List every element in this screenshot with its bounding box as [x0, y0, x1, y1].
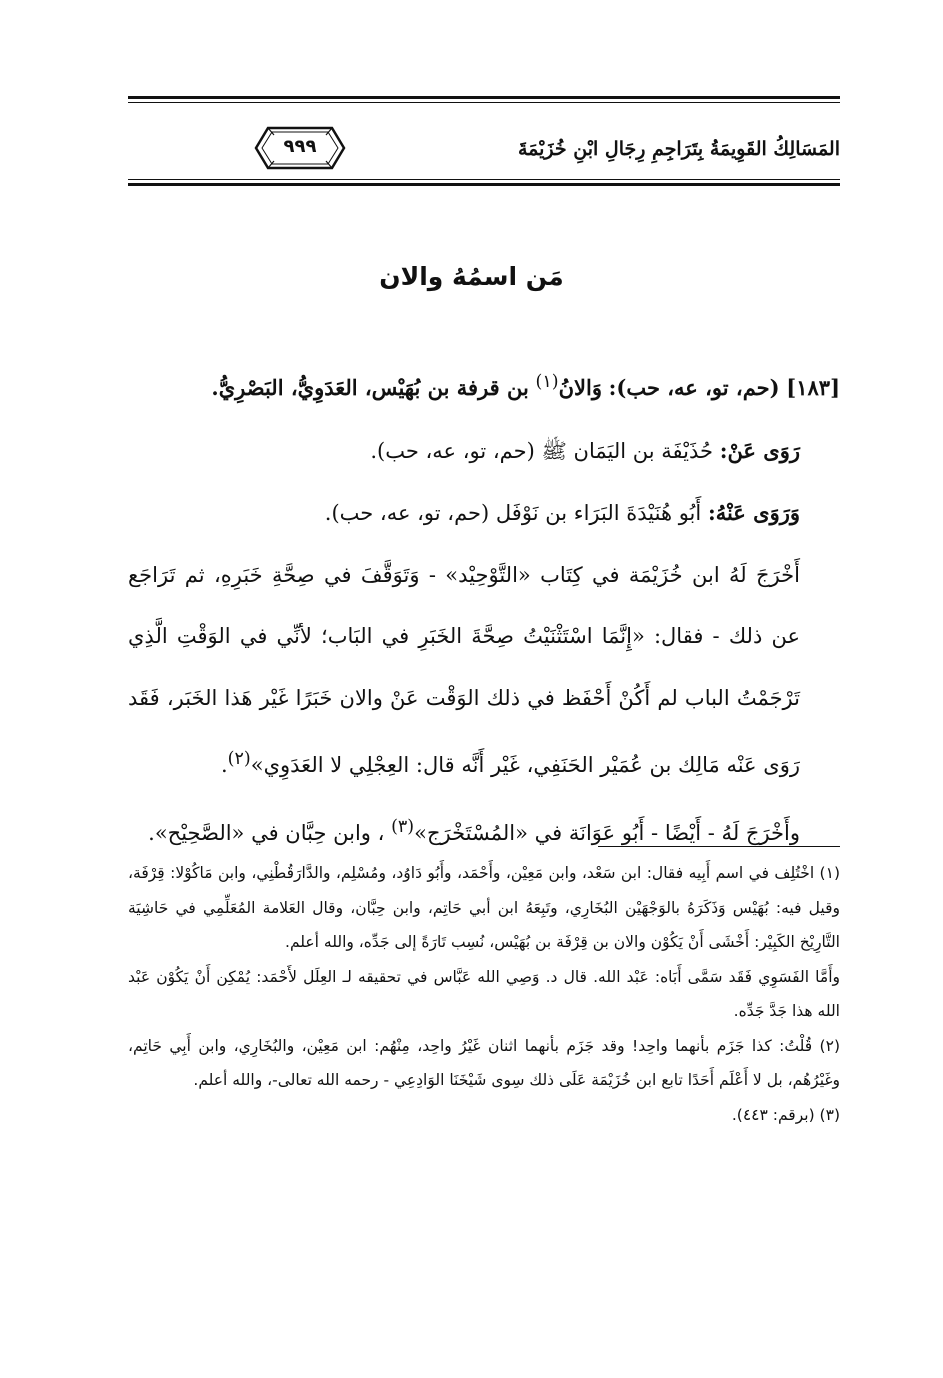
entry-codes: (حم، تو، عه، حب): [608, 375, 780, 400]
footnote-2: (٢) قُلْتُ: كذا جَزَم بأنهما واحِد! وقد جَزَم بأنهما اثنان غَيْرُ واحِد، مِنْهُم: ابن مَعِيْن، والبُخَارِي، وابن أَبِي حَاتِم، وغَيْرُهُم، بل لا أَعْلَم أَحَدًا تابع ابن خُزَيْمَة عَلَى ذلك سِوى شَيْخَنَا الوَادِعِي - رحمه الله تعالى-، والله أعلم. [128, 1036, 840, 1089]
footnote-1b: وأَمَّا الفَسَوِي فَقَد سَمَّى أَبَاه: عَبْد الله. قال د. وَصِي الله عَبَّاس في تحقيقه لـ العِلَل لأَحْمَد: يُمْكِن أَنْ يَكُوْن عَبْد الله هذا جَدَّ جَدِّه. [128, 967, 840, 1020]
section-title: مَن اسمُهُ والان [379, 262, 564, 291]
paragraph-2 [128, 797, 840, 865]
header-rule-thin [128, 102, 840, 103]
header-rule-thin-bottom [128, 179, 840, 180]
entry-name: وَالانُ [558, 375, 602, 400]
narrated-from-label: رَوَى عَنْ: [719, 437, 800, 463]
header-top-rules [128, 96, 840, 106]
running-header [128, 124, 840, 176]
narrated-from [128, 420, 840, 483]
paragraph-2-end: ، وابن حِبَّان في «الصَّحِيْح». [148, 820, 385, 845]
main-text [128, 352, 840, 864]
footnote-1a: (١) اخْتُلِف في اسم أَبِيه فقال: ابن سَعْد، وابن مَعِيْن، وأَحْمَد، وأَبُو دَاوُد، ومُسْلِم، والدَّارَقُطْنِي، وابن مَاكُوْلا: قِرْفَة، وقيل فيه: بُهَيْس وَذَكَرَهُ بالوَجْهَيْن البُخَارِي، وتَبِعَهُ ابن أبي حَاتِم، وابن حِبَّان، وقال العَلامة المُعَلِّمِي في حَاشِيَة التَّارِيْخ الكَبِيْر: أَخْشَى أَنْ يَكُوْن والان بن قِرْفَة بن بُهَيْس، نُسِب تَارَةً إلى جَدِّه، والله أعلم. [128, 864, 840, 951]
footnote-3: (٣) (برقم: ٤٤٣). [731, 1105, 840, 1124]
entry-heading [128, 352, 840, 420]
footnote-ref-1: (١) [535, 372, 559, 392]
running-title: المَسَالِكُ القَوِيمَةُ بِتَرَاجِمِ رِجَالِ ابْنِ خُزَيْمَةَ [517, 138, 840, 160]
footnotes [128, 856, 840, 1132]
header-bottom-rules [128, 176, 840, 186]
footnote-separator [598, 846, 840, 847]
header-rule-thick-bottom [128, 183, 840, 186]
footnote-ref-2: (٢) [227, 749, 251, 769]
page-number-badge [254, 126, 346, 170]
narrated-by-label: وَرَوَى عَنْهُ: [707, 500, 800, 525]
footnote-ref-3: (٣) [391, 816, 415, 837]
header-rule-thick [128, 96, 840, 99]
entry-number: [١٨٣] [786, 375, 840, 400]
narrated-by-text: أَبُو هُنَيْدَةَ البَرَاء بن نَوْفَل (حم، تو، عه، حب). [324, 501, 702, 525]
paragraph-1-end: . [220, 753, 228, 777]
entry-lineage: بن قرفة بن بُهَيْس، العَدَوِيُّ، البَصْرِيُّ. [211, 375, 529, 400]
paragraph-1-text: أَخْرَجَ لَهُ ابن خُزَيْمَة في كِتَاب «التَّوْحِيْد» - وَتَوَقَّفَ في صِحَّةِ خَبَرِهِ، ثم تَرَاجَع عن ذلك - فقال: «إِنَّمَا اسْتَثْنَيْتُ صِحَّةَ الخَبَرِ في البَاب؛ لأنِّي في الوَقْتِ الَّذِي تَرْجَمْتُ الباب لم أَكُنْ أَحْفَظ في ذلك الوَقْت عَنْ والان خَبَرًا غَيْر هَذا الخَبَر، فَقَد رَوَى عَنْه مَالِك بن عُمَيْر الحَنَفِي، غَيْر أَنَّه قال: العِجْلِي لا العَدَوِي» [128, 562, 800, 777]
paragraph-2-start: وأَخْرَجَ لَهُ - أَيْضًا - أَبُو عَوَانَة في «المُسْتَخْرَج» [414, 820, 800, 845]
narrated-from-text: حُذَيْفَة بن اليَمَان ﷺ (حم، تو، عه، حب). [370, 438, 713, 463]
page-number: ٩٩٩ [283, 136, 317, 157]
narrated-by [128, 482, 840, 545]
paragraph-1 [128, 545, 840, 797]
